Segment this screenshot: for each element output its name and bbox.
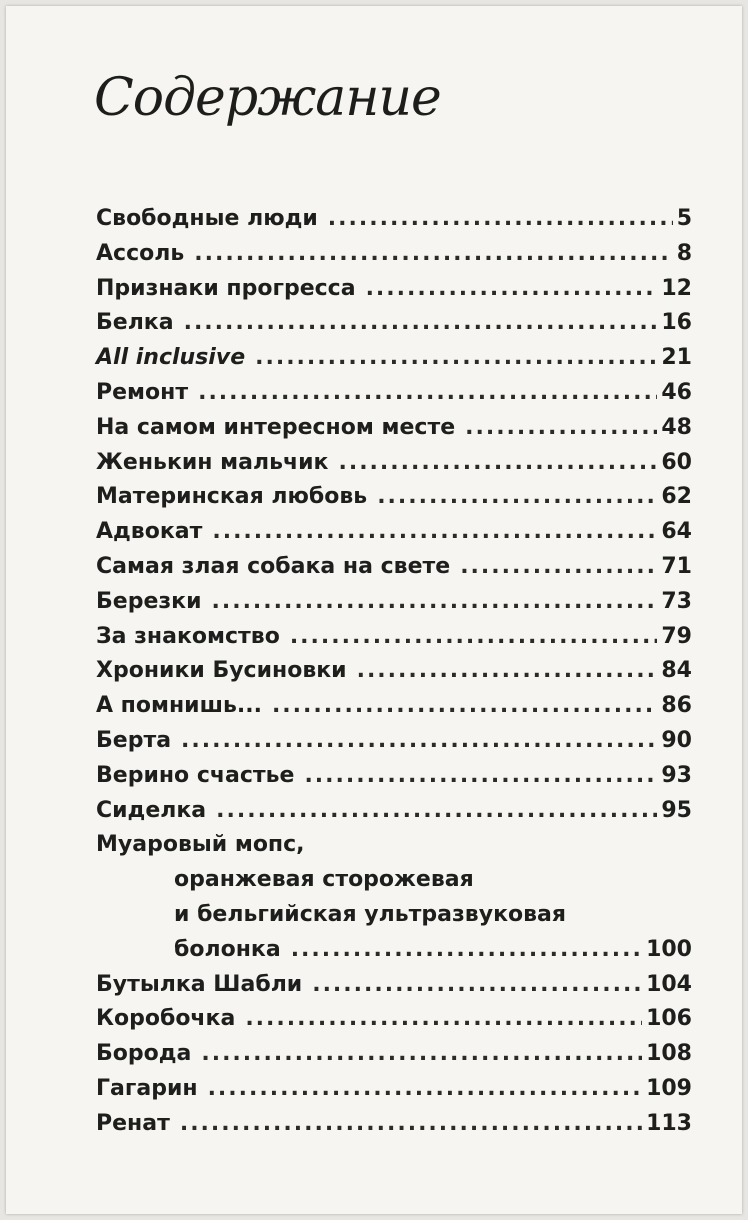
toc-leader-dots <box>184 306 658 341</box>
toc-entry-multiline <box>96 828 692 967</box>
toc-entry-page: 90 <box>661 727 692 753</box>
toc-leader-dots <box>216 794 657 829</box>
toc-entry <box>96 515 692 550</box>
toc-entry-page: 46 <box>661 379 692 405</box>
toc-entry <box>96 794 692 829</box>
toc-entry-title-line: оранжевая сторожевая <box>174 867 474 893</box>
toc-entry-page: 8 <box>676 240 692 266</box>
toc-entry <box>96 446 692 481</box>
toc-entry-page: 5 <box>676 206 692 231</box>
toc-entry <box>96 933 692 968</box>
toc-leader-dots <box>180 1107 642 1142</box>
toc-entry-title: Коробочка <box>96 1006 236 1032</box>
toc-entry-page: 113 <box>646 1110 692 1136</box>
toc-entry <box>96 550 692 585</box>
toc-leader-dots <box>304 759 657 794</box>
toc-entry-title: Материнская любовь <box>96 484 368 510</box>
toc-entry-title: All inclusive <box>96 345 246 371</box>
toc-entry-page: 71 <box>661 553 692 579</box>
toc-entry-title: Бутылка Шабли <box>96 971 303 997</box>
toc-entry <box>96 620 692 655</box>
toc-entry <box>96 237 692 272</box>
toc-leader-dots <box>212 515 657 550</box>
toc-entry <box>96 411 692 446</box>
toc-entry <box>96 306 692 341</box>
toc-leader-dots <box>328 202 673 237</box>
toc-entry-title: Белка <box>96 310 174 336</box>
toc-entry-title: Свободные люди <box>96 206 318 231</box>
toc-leader-dots <box>291 933 642 968</box>
toc-entry-page: 12 <box>661 275 692 301</box>
toc-entry-title: Хроники Бусиновки <box>96 658 347 684</box>
toc-entry-title-line: и бельгийская ультразвуковая <box>174 901 567 927</box>
toc-entry-title: За знакомство <box>96 623 280 649</box>
toc-entry-page: 100 <box>646 936 692 962</box>
toc-entry-page: 106 <box>646 1006 692 1032</box>
toc-entry <box>96 272 692 307</box>
toc-entry-page: 108 <box>646 1041 692 1067</box>
toc-entry-title: На самом интересном месте <box>96 414 456 440</box>
toc-entry-page: 109 <box>646 1075 692 1101</box>
toc-entry-title: Адвокат <box>96 519 203 545</box>
page-title: Содержание <box>94 68 441 128</box>
toc-entry <box>96 968 692 1003</box>
toc-entry-title: Сиделка <box>96 797 207 823</box>
toc-entry-page: 93 <box>661 762 692 788</box>
toc-entry-page: 16 <box>661 310 692 336</box>
toc-entry-page: 60 <box>661 449 692 475</box>
toc-entry-title: Ренат <box>96 1110 170 1136</box>
toc-leader-dots <box>212 585 658 620</box>
toc-leader-dots <box>272 689 657 724</box>
toc-entry <box>96 759 692 794</box>
toc-leader-dots <box>460 550 657 585</box>
toc-entry-title-line: Муаровый мопс, <box>96 832 305 858</box>
toc-entry <box>96 585 692 620</box>
toc-entry-title: Ремонт <box>96 379 189 405</box>
toc-entry-title: Признаки прогресса <box>96 275 356 301</box>
toc-entry <box>96 1037 692 1072</box>
toc-entry-title: А помнишь... <box>96 693 262 719</box>
toc-leader-dots <box>255 341 657 376</box>
toc-entry-page: 73 <box>661 588 692 614</box>
toc-entry-title: Гагарин <box>96 1075 198 1101</box>
toc-entry <box>96 689 692 724</box>
toc-entry-title: Березки <box>96 588 202 614</box>
toc-entry <box>96 1072 692 1107</box>
toc-entry-title: Самая злая собака на свете <box>96 553 451 579</box>
toc-entry-page: 62 <box>661 484 692 510</box>
toc-entry-page: 104 <box>646 971 692 997</box>
toc-entry-page: 21 <box>661 345 692 371</box>
toc-entry-page: 95 <box>661 797 692 823</box>
toc-entry-title: Ассоль <box>96 240 185 266</box>
toc-entry-title: Верино счастье <box>96 762 295 788</box>
toc-entry <box>96 1107 692 1142</box>
toc-leader-dots <box>201 1037 642 1072</box>
toc-entry-title-line: болонка <box>174 936 281 962</box>
toc-entry <box>96 724 692 759</box>
toc-leader-dots <box>181 724 657 759</box>
toc-entry-page: 84 <box>661 658 692 684</box>
toc-leader-dots <box>338 446 657 481</box>
book-page <box>6 6 742 1214</box>
toc-leader-dots <box>208 1072 642 1107</box>
table-of-contents <box>96 202 692 1142</box>
toc-entry <box>96 480 692 515</box>
toc-entry-title: Борода <box>96 1041 192 1067</box>
toc-entry-page: 64 <box>661 519 692 545</box>
toc-leader-dots <box>366 272 658 307</box>
toc-entry-page: 79 <box>661 623 692 649</box>
toc-entry <box>96 341 692 376</box>
toc-entry <box>96 1002 692 1037</box>
toc-entry-title: Берта <box>96 727 172 753</box>
toc-leader-dots <box>198 376 657 411</box>
toc-leader-dots <box>465 411 657 446</box>
toc-leader-dots <box>357 654 658 689</box>
toc-entry-page: 48 <box>661 414 692 440</box>
toc-leader-dots <box>377 480 657 515</box>
toc-entry <box>96 654 692 689</box>
toc-leader-dots <box>312 968 642 1003</box>
toc-leader-dots <box>194 237 672 272</box>
toc-leader-dots <box>245 1002 642 1037</box>
toc-entry <box>96 202 692 237</box>
toc-entry <box>96 376 692 411</box>
toc-entry-page: 86 <box>661 693 692 719</box>
toc-entry-title: Женькин мальчик <box>96 449 329 475</box>
toc-leader-dots <box>290 620 658 655</box>
